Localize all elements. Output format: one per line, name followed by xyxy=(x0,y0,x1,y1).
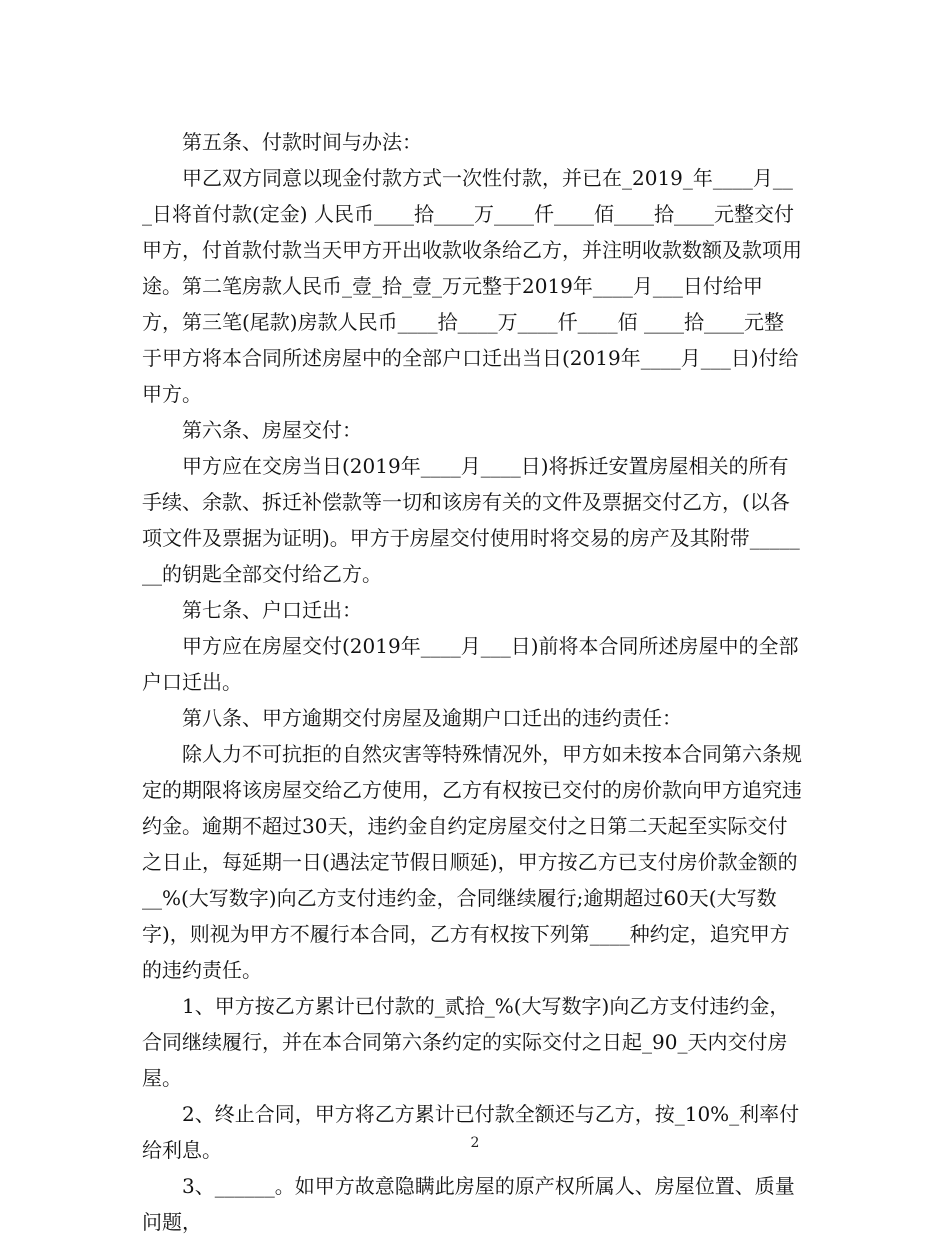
article-7-household-paragraph: 甲方应在房屋交付(2019年____月___日)前将本合同所述房屋中的全部户口迁出。 xyxy=(142,634,799,694)
article-8-heading: 第八条、甲方逾期交付房屋及逾期户口迁出的违约责任： xyxy=(182,706,682,730)
article-8-option-2: 2、终止合同，甲方将乙方累计已付款全额还与乙方，按_10%_利率付给利息。 xyxy=(142,1102,800,1162)
article-5-heading: 第五条、付款时间与办法： xyxy=(182,130,422,154)
article-6-heading: 第六条、房屋交付： xyxy=(182,418,362,442)
article-8-option-3: 3、______。如甲方故意隐瞒此房屋的原产权所属人、房屋位置、质量问题， xyxy=(142,1174,795,1234)
article-6-delivery-paragraph: 甲方应在交房当日(2019年____月____日)将拆迁安置房屋相关的所有手续、余款、拆迁补偿款等一切和该房有关的文件及票据交付乙方，(以各项文件及票据为证明)。甲方于房屋交付使用时将交易的房产及其附带_______的钥匙全部交付给乙方。 xyxy=(142,454,800,586)
contract-body xyxy=(142,124,802,1240)
page-number: 2 xyxy=(470,1135,480,1151)
article-7-heading: 第七条、户口迁出： xyxy=(182,598,362,622)
article-8-option-1: 1、甲方按乙方累计已付款的_贰拾_%(大写数字)向乙方支付违约金，合同继续履行，并在本合同第六条约定的实际交付之日起_90_天内交付房屋。 xyxy=(142,994,790,1090)
article-8-liability-paragraph: 除人力不可抗拒的自然灾害等特殊情况外，甲方如未按本合同第六条规定的期限将该房屋交给乙方使用，乙方有权按已交付的房价款向甲方追究违约金。逾期不超过30天，违约金自约定房屋交付之日第二天起至实际交付之日止，每延期一日(遇法定节假日顺延)，甲方按乙方已支付房价款金额的__%(大写数字)向乙方支付违约金，合同继续履行;逾期超过60天(大写数字)，则视为甲方不履行本合同，乙方有权按下列第____种约定，追究甲方的违约责任。 xyxy=(142,742,802,982)
article-5-payment-paragraph: 甲乙双方同意以现金付款方式一次性付款，并已在_2019_年____月___日将首付款(定金) 人民币____拾____万____仟____佰____拾____元整交付甲方，付首款付款当天甲方开出收款收条给乙方，并注明收款数额及款项用途。第二笔房款人民币_壹_拾_壹_万元整于2019年____月___日付给甲方，第三笔(尾款)房款人民币____拾____万____仟____佰 ____拾____元整于甲方将本合同所述房屋中的全部户口迁出当日(2019年____月___日)付给甲方。 xyxy=(142,166,802,406)
